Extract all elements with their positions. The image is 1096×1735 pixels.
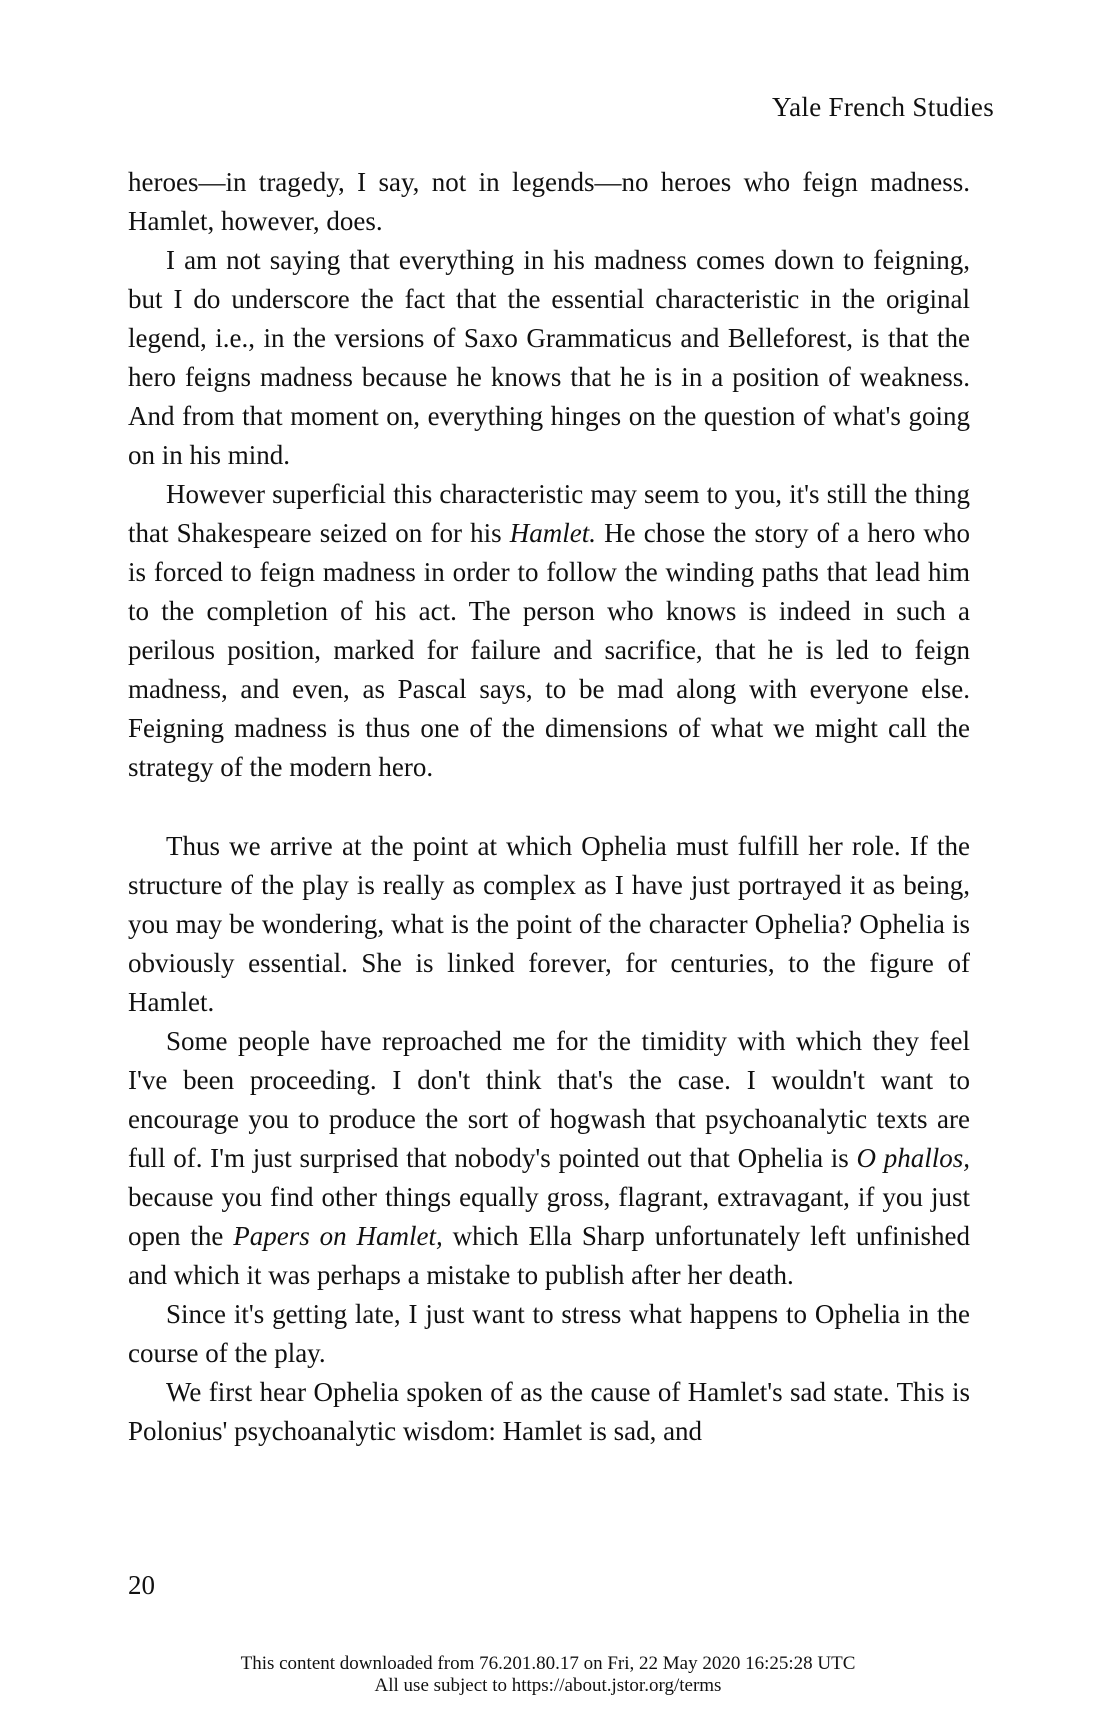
text-run: heroes—in tragedy, I say, not in legends—no heroes who feign madness. Hamlet, however, does. [128,167,970,236]
section-break [128,787,970,827]
paragraph [128,1022,970,1295]
italic-title: Papers on Hamlet, [233,1221,443,1251]
paragraph [128,163,970,241]
text-run: We first hear Ophelia spoken of as the cause of Hamlet's sad state. This is Polonius' psychoanalytic wisdom: Hamlet is sad, and [128,1377,970,1446]
paragraph [128,827,970,1022]
text-run: Some people have reproached me for the timidity with which they feel I've been proceeding. I don't think that's the case. I wouldn't want to encourage you to produce the sort of hogwash that psychoanalytic texts are full of. I'm just surprised that nobody's pointed out that Ophelia is [128,1026,970,1173]
text-run: He chose the story of a hero who is forced to feign madness in order to follow the winding paths that lead him to the completion of his act. The person who knows is indeed in such a perilous position, marked for failure and sacrifice, that he is led to feign madness, and even, as Pascal says, to be mad along with everyone else. Feigning madness is thus one of the dimensions of what we might call the strategy of the modern hero. [128,518,970,782]
body-text [128,163,970,1451]
text-run: because you find other things equally gross, flagrant, extravagant, if you just open the [128,1182,970,1251]
text-run: Since it's getting late, I just want to stress what happens to Ophelia in the course of the play. [128,1299,970,1368]
footer-line: This content downloaded from 76.201.80.17 on Fri, 22 May 2020 16:25:28 UTC [240,1653,856,1674]
italic-title: Hamlet. [509,518,596,548]
page-number: 20 [128,1570,155,1600]
paragraph [128,241,970,475]
footer-terms-line: All use subject to https://about.jstor.org/terms [374,1675,722,1696]
paragraph [128,475,970,787]
paragraph [128,1295,970,1373]
paragraph [128,1373,970,1451]
text-run: Thus we arrive at the point at which Ophelia must fulfill her role. If the structure of the play is really as complex as I have just portrayed it as being, you may be wondering, what is the point of the character Ophelia? Ophelia is obviously essential. She is linked forever, for centuries, to the figure of Hamlet. [128,831,970,1017]
text-run: However superficial this characteristic may seem to you, it's still the thing that Shakespeare seized on for his [128,479,970,548]
text-run: which Ella Sharp unfortunately left unfinished and which it was perhaps a mistake to publish after her death. [128,1221,970,1290]
running-head: Yale French Studies [772,92,994,122]
download-footer [0,1653,1096,1697]
italic-phrase: O phallos, [856,1143,970,1173]
text-run: I am not saying that everything in his madness comes down to feigning, but I do underscore the fact that the essential characteristic in the original legend, i.e., in the versions of Saxo Grammaticus and Belleforest, is that the hero feigns madness because he knows that he is in a position of weakness. And from that moment on, everything hinges on the question of what's going on in his mind. [128,245,970,470]
